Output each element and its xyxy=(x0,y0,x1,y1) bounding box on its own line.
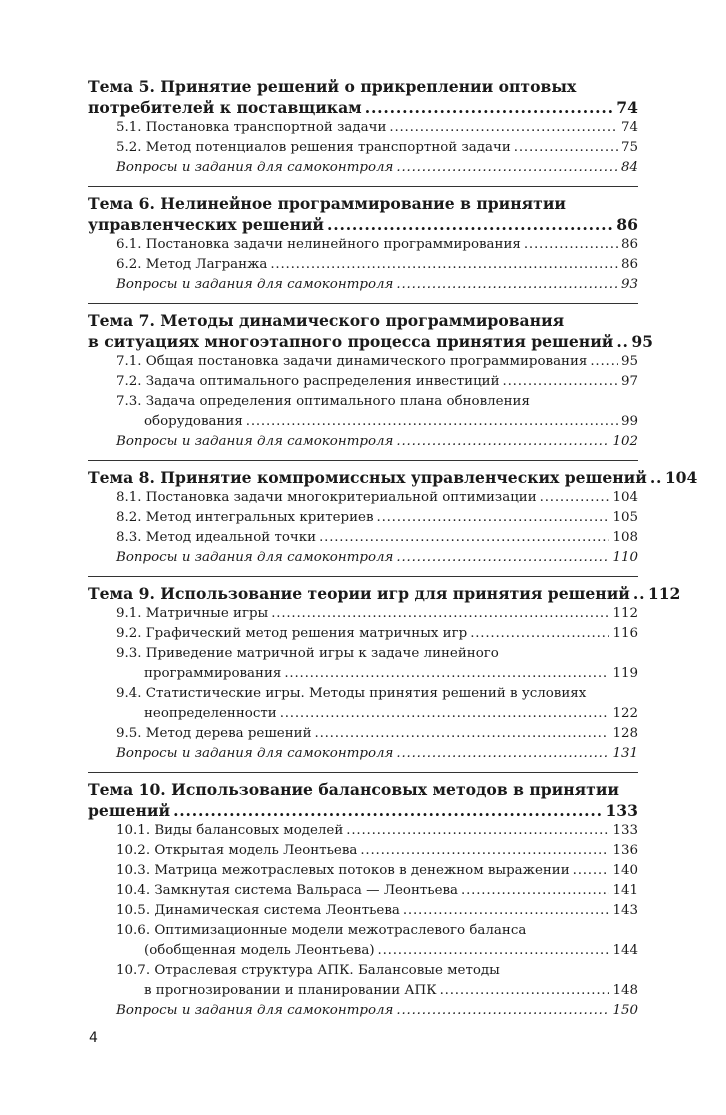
section-title xyxy=(88,76,638,118)
entry-row xyxy=(116,508,638,528)
section-title-row xyxy=(88,331,654,352)
entry-page-number: 108 xyxy=(612,530,638,545)
dot-leader xyxy=(590,352,618,372)
dot-leader xyxy=(319,528,609,548)
dot-leader xyxy=(315,724,610,744)
dot-leader xyxy=(396,432,609,452)
section-title-row xyxy=(88,800,638,821)
table-of-contents xyxy=(88,76,698,1029)
entry-page-number: 133 xyxy=(612,823,638,838)
entry-page-number: 93 xyxy=(620,277,638,292)
subsection-entry xyxy=(88,255,638,275)
entry-page-number: 110 xyxy=(612,550,638,565)
entry-row xyxy=(116,981,638,1001)
dot-leader xyxy=(470,624,609,644)
subsection-entry xyxy=(88,861,638,881)
dot-leader xyxy=(633,583,645,604)
entry-text: 5.1. Постановка транспортной задачи xyxy=(116,120,387,135)
subsection-entry xyxy=(88,724,638,744)
subsection-entry xyxy=(88,644,638,684)
entry-page-number: 102 xyxy=(612,434,638,449)
section-title xyxy=(88,310,654,352)
entry-page-number: 86 xyxy=(620,237,638,252)
entry-text: 10.2. Открытая модель Леонтьева xyxy=(116,843,358,858)
entry-text: Вопросы и задания для самоконтроля xyxy=(116,434,394,449)
dot-leader xyxy=(403,901,610,921)
dot-leader xyxy=(284,664,609,684)
section-title-text: потребителей к поставщикам xyxy=(88,98,362,117)
dot-leader xyxy=(389,118,618,138)
section-title xyxy=(88,779,638,821)
entry-text: в прогнозировании и планировании АПК xyxy=(144,983,437,998)
entry-page-number: 144 xyxy=(612,943,638,958)
entry-row xyxy=(116,235,638,255)
entry-text-line: 10.6. Оптимизационные модели межотраслевого баланса xyxy=(116,923,527,938)
entry-row xyxy=(116,158,638,178)
subsection-entry xyxy=(88,352,638,372)
entry-text: 10.1. Виды балансовых моделей xyxy=(116,823,344,838)
entry-text: Вопросы и задания для самоконтроля xyxy=(116,550,394,565)
dot-leader xyxy=(280,704,610,724)
dot-leader xyxy=(346,821,609,841)
section-title-line: Тема 6. Нелинейное программирование в принятии xyxy=(88,194,566,213)
entry-text: 9.2. Графический метод решения матричных игр xyxy=(116,626,468,641)
entry-row xyxy=(116,821,638,841)
entry-text: Вопросы и задания для самоконтроля xyxy=(116,277,394,292)
subsection-entry xyxy=(88,235,638,255)
entry-page-number: 95 xyxy=(620,354,638,369)
section-title-text: Тема 9. Использование теории игр для принятия решений xyxy=(88,584,630,603)
entry-text-line: 9.4. Статистические игры. Методы принятия решений в условиях xyxy=(116,686,587,701)
entry-text: 8.2. Метод интегральных критериев xyxy=(116,510,374,525)
entry-row xyxy=(116,255,638,275)
section-title-row xyxy=(88,467,698,488)
dot-leader xyxy=(270,255,618,275)
subsection-entry xyxy=(88,624,638,644)
subsection-entry xyxy=(88,921,638,961)
section-page-number: 86 xyxy=(616,215,638,234)
self-check-entry xyxy=(88,548,638,568)
entry-text: оборудования xyxy=(144,414,243,429)
entry-page-number: 140 xyxy=(612,863,638,878)
subsection-entry xyxy=(88,684,638,724)
dot-leader xyxy=(616,331,628,352)
entry-row xyxy=(116,488,638,508)
entry-page-number: 150 xyxy=(612,1003,638,1018)
entry-row xyxy=(116,412,638,432)
entry-text: 9.5. Метод дерева решений xyxy=(116,726,312,741)
entry-row xyxy=(116,1001,638,1021)
entry-row xyxy=(116,901,638,921)
section-title-line: Тема 7. Методы динамического программирования xyxy=(88,311,565,330)
entry-row xyxy=(116,744,638,764)
entry-row xyxy=(116,352,638,372)
entry-page-number: 86 xyxy=(620,257,638,272)
section-title-text: управленческих решений xyxy=(88,215,325,234)
entry-text: 6.2. Метод Лагранжа xyxy=(116,257,268,272)
entry-row xyxy=(116,548,638,568)
entry-text-line: 7.3. Задача определения оптимального плана обновления xyxy=(116,394,530,409)
dot-leader xyxy=(360,841,609,861)
entry-text: (обобщенная модель Леонтьева) xyxy=(144,943,375,958)
self-check-entry xyxy=(88,432,638,452)
entry-row xyxy=(116,881,638,901)
entry-page-number: 141 xyxy=(612,883,638,898)
entry-text: 9.1. Матричные игры xyxy=(116,606,269,621)
dot-leader xyxy=(173,800,602,821)
entry-page-number: 122 xyxy=(612,706,638,721)
entry-page-number: 136 xyxy=(612,843,638,858)
dot-leader xyxy=(503,372,618,392)
entry-row xyxy=(116,118,638,138)
entry-row xyxy=(116,432,638,452)
entry-page-number: 116 xyxy=(612,626,638,641)
entry-row xyxy=(116,275,638,295)
dot-leader xyxy=(246,412,618,432)
entry-text: Вопросы и задания для самоконтроля xyxy=(116,160,394,175)
entry-text: программирования xyxy=(144,666,282,681)
entry-page-number: 143 xyxy=(612,903,638,918)
toc-section xyxy=(88,460,698,576)
entry-text: 10.4. Замкнутая система Вальраса — Леонтьева xyxy=(116,883,459,898)
entry-row xyxy=(116,664,638,684)
dot-leader xyxy=(365,97,614,118)
dot-leader xyxy=(514,138,618,158)
dot-leader xyxy=(396,1001,609,1021)
entry-page-number: 105 xyxy=(612,510,638,525)
page-number: 4 xyxy=(89,1030,98,1046)
toc-section xyxy=(88,76,638,186)
subsection-entry xyxy=(88,372,638,392)
entry-text: Вопросы и задания для самоконтроля xyxy=(116,746,394,761)
dot-leader xyxy=(396,548,609,568)
entry-page-number: 75 xyxy=(620,140,638,155)
section-title xyxy=(88,467,698,488)
subsection-entry xyxy=(88,528,638,548)
entry-page-number: 104 xyxy=(612,490,638,505)
dot-leader xyxy=(524,235,618,255)
entry-text-line: 10.7. Отраслевая структура АПК. Балансовые методы xyxy=(116,963,500,978)
section-title-row xyxy=(88,583,681,604)
section-title-text: в ситуациях многоэтапного процесса принятия решений xyxy=(88,332,614,351)
entry-text: 6.1. Постановка задачи нелинейного программирования xyxy=(116,237,521,252)
entry-page-number: 99 xyxy=(620,414,638,429)
subsection-entry xyxy=(88,821,638,841)
entry-page-number: 74 xyxy=(620,120,638,135)
section-title-line: Тема 10. Использование балансовых методов в принятии xyxy=(88,780,619,799)
subsection-entry xyxy=(88,961,638,1001)
section-title-line: Тема 5. Принятие решений о прикреплении оптовых xyxy=(88,77,577,96)
toc-section xyxy=(88,303,654,460)
subsection-entry xyxy=(88,604,638,624)
self-check-entry xyxy=(88,744,638,764)
entry-page-number: 128 xyxy=(612,726,638,741)
dot-leader xyxy=(540,488,610,508)
entry-page-number: 131 xyxy=(612,746,638,761)
self-check-entry xyxy=(88,275,638,295)
dot-leader xyxy=(440,981,610,1001)
section-page-number: 104 xyxy=(664,468,698,487)
entry-text-line: 9.3. Приведение матричной игры к задаче линейного xyxy=(116,646,499,661)
entry-page-number: 119 xyxy=(612,666,638,681)
entry-row xyxy=(116,604,638,624)
subsection-entry xyxy=(88,881,638,901)
dot-leader xyxy=(327,214,613,235)
entry-row xyxy=(116,138,638,158)
section-page-number: 95 xyxy=(631,332,654,351)
subsection-entry xyxy=(88,118,638,138)
dot-leader xyxy=(396,744,609,764)
section-title-text: решений xyxy=(88,801,171,820)
dot-leader xyxy=(461,881,609,901)
entry-page-number: 97 xyxy=(620,374,638,389)
dot-leader xyxy=(271,604,609,624)
dot-leader xyxy=(396,275,618,295)
dot-leader xyxy=(573,861,610,881)
entry-row xyxy=(116,624,638,644)
self-check-entry xyxy=(88,1001,638,1021)
entry-row xyxy=(116,724,638,744)
section-title-text: Тема 8. Принятие компромиссных управленческих решений xyxy=(88,468,647,487)
section-page-number: 133 xyxy=(605,801,638,820)
toc-section xyxy=(88,186,638,303)
entry-text: Вопросы и задания для самоконтроля xyxy=(116,1003,394,1018)
entry-text: 8.3. Метод идеальной точки xyxy=(116,530,317,545)
entry-page-number: 148 xyxy=(612,983,638,998)
entry-row xyxy=(116,841,638,861)
section-title-row xyxy=(88,214,638,235)
section-title-row xyxy=(88,97,638,118)
subsection-entry xyxy=(88,392,638,432)
entry-row xyxy=(116,941,638,961)
subsection-entry xyxy=(88,488,638,508)
entry-page-number: 112 xyxy=(612,606,638,621)
entry-row xyxy=(116,861,638,881)
entry-text: 10.5. Динамическая система Леонтьева xyxy=(116,903,400,918)
entry-row xyxy=(116,704,638,724)
toc-section xyxy=(88,772,638,1029)
dot-leader xyxy=(377,508,610,528)
self-check-entry xyxy=(88,158,638,178)
dot-leader xyxy=(396,158,618,178)
entry-row xyxy=(116,528,638,548)
subsection-entry xyxy=(88,508,638,528)
subsection-entry xyxy=(88,841,638,861)
dot-leader xyxy=(650,467,662,488)
entry-text: 7.2. Задача оптимального распределения инвестиций xyxy=(116,374,500,389)
toc-section xyxy=(88,576,681,772)
section-title xyxy=(88,193,638,235)
entry-row xyxy=(116,372,638,392)
entry-text: 8.1. Постановка задачи многокритериальной оптимизации xyxy=(116,490,537,505)
entry-page-number: 84 xyxy=(620,160,638,175)
entry-text: 7.1. Общая постановка задачи динамического программирования xyxy=(116,354,588,369)
section-page-number: 112 xyxy=(647,584,681,603)
entry-text: 10.3. Матрица межотраслевых потоков в денежном выражении xyxy=(116,863,570,878)
section-title xyxy=(88,583,681,604)
subsection-entry xyxy=(88,901,638,921)
section-page-number: 74 xyxy=(616,98,638,117)
entry-text: неопределенности xyxy=(144,706,277,721)
subsection-entry xyxy=(88,138,638,158)
dot-leader xyxy=(378,941,610,961)
entry-text: 5.2. Метод потенциалов решения транспортной задачи xyxy=(116,140,511,155)
